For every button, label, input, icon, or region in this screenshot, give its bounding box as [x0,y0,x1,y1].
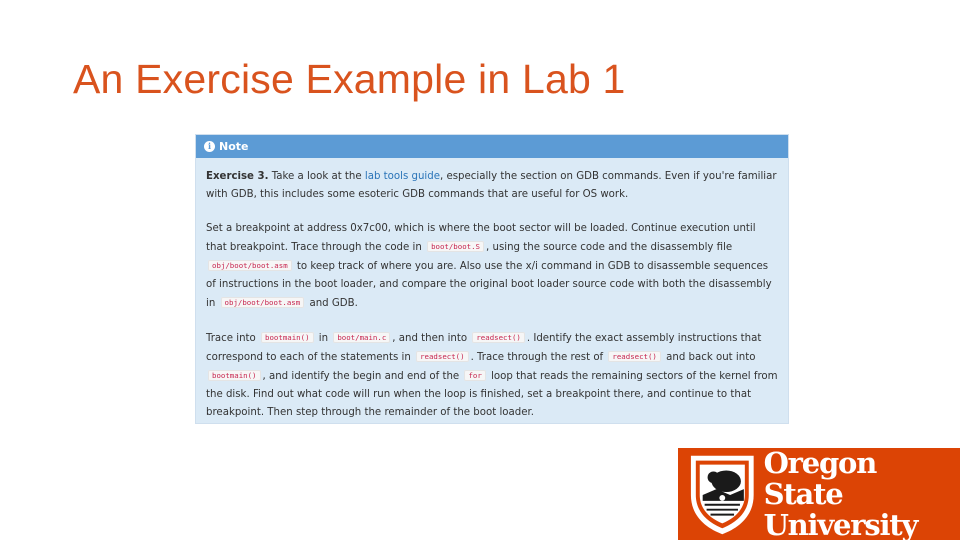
note-box [195,134,789,424]
text: in [318,333,329,344]
text: , and identify the begin and end of the [262,371,460,382]
logo-line1: Oregon State [763,445,877,511]
text: Set a breakpoint at address 0x7c00, which is where the boot sector will be loaded. Continue execution until that breakpoint. Trace through the code in [206,223,756,253]
text: , using the source code and the disassembly file [486,242,733,253]
info-icon: i [204,141,215,152]
note-body [196,158,788,422]
logo-line2: University [763,507,918,542]
code-readsect: readsect() [472,332,525,343]
code-main-c: boot/main.c [333,332,390,343]
lab-tools-guide-link[interactable]: lab tools guide [364,171,440,182]
text: to keep track of where you are. Also use the x/i command in GDB to disassemble sequences of instructions in the boot loader, and compare the original boot loader source code with both the disassembly in [206,261,772,309]
beaver-seal-icon [687,451,758,537]
text: , especially the section on GDB commands. Even if you're familiar with GDB, this includes some esoteric GDB commands that are useful for OS work. [206,171,777,200]
slide-title: An Exercise Example in Lab 1 [73,56,626,102]
code-bootmain: bootmain() [261,332,314,343]
exercise-paragraph [206,168,778,204]
note-header-label: Note [219,140,249,153]
code-boot-asm: obj/boot/boot.asm [208,260,292,271]
text: and GDB. [309,298,358,309]
text: . Trace through the rest of [470,352,604,363]
oregon-state-logo [678,445,960,542]
exercise-label: Exercise 3. [206,171,269,182]
text: , and then into [392,333,468,344]
text: and back out into [666,352,756,363]
text: . Identify the exact assembly instructions that correspond to each of the statements in [206,333,762,363]
code-readsect: readsect() [416,351,469,362]
code-for: for [464,370,485,381]
note-header [196,135,788,158]
code-boot-s: boot/boot.S [427,241,484,252]
code-boot-asm: obj/boot/boot.asm [221,297,305,308]
text: Take a look at the [268,171,365,182]
logo-wordmark [763,445,960,542]
trace-paragraph [206,329,778,422]
text: loop that reads the remaining sectors of the kernel from the disk. Find out what code will run when the loop is finished, set a breakpoint there, and continue to that breakpoint. Then step through the remainder of the boot loader. [206,371,778,418]
code-readsect: readsect() [608,351,661,362]
code-bootmain: bootmain() [208,370,261,381]
breakpoint-paragraph [206,220,778,313]
text: Trace into [206,333,256,344]
